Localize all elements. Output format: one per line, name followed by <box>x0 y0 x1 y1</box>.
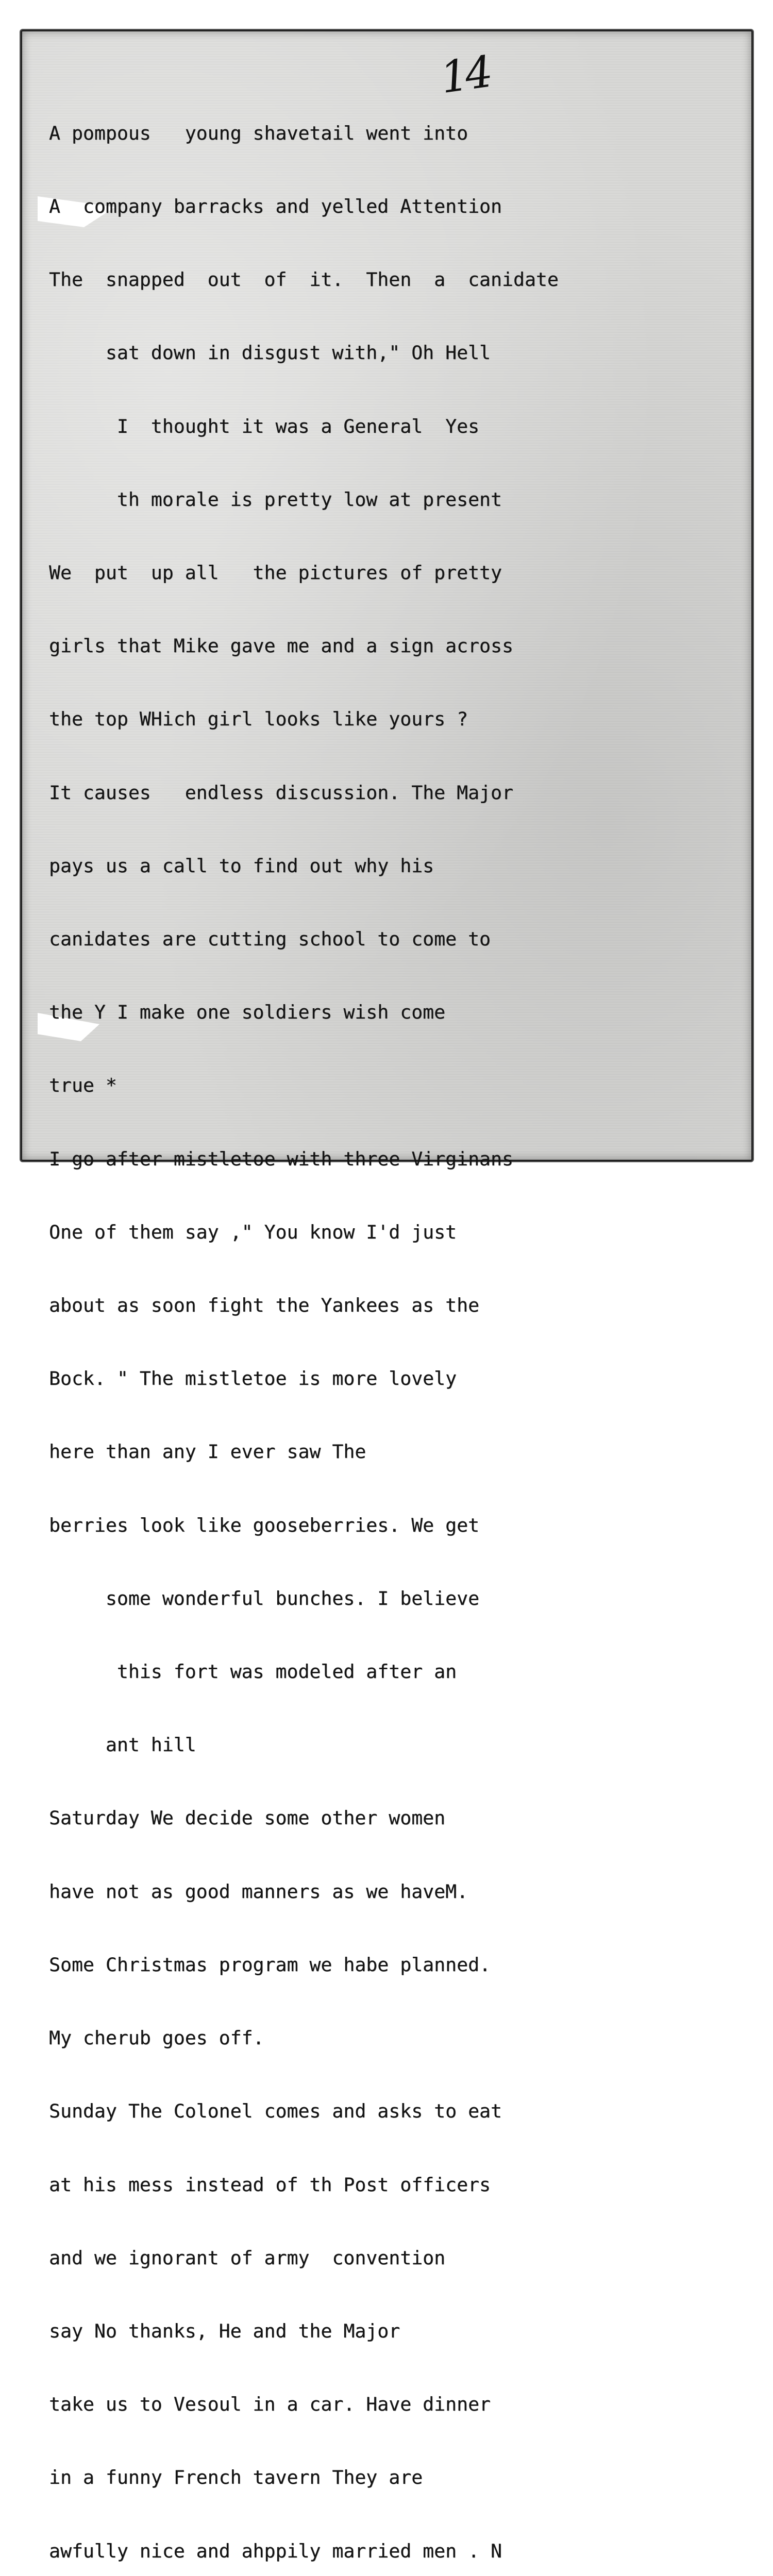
text-line: here than any I ever saw The <box>49 1440 366 1463</box>
text-line: girls that Mike gave me and a sign across <box>49 635 513 657</box>
handwritten-page-number: 14 <box>437 46 493 104</box>
text-line: some wonderful bunches. I believe <box>49 1587 480 1609</box>
text-line: ant hill <box>49 1734 196 1756</box>
typewritten-text <box>49 72 740 2576</box>
text-line: this fort was modeled after an <box>49 1660 457 1683</box>
text-line: th morale is pretty low at present <box>49 488 502 511</box>
text-line: at his mess instead of th Post officers <box>49 2173 491 2196</box>
text-line: berries look like gooseberries. We get <box>49 1514 480 1536</box>
text-line: The snapped out of it. Then a canidate <box>49 268 559 291</box>
text-line: true * <box>49 1074 117 1097</box>
text-line: the Y I make one soldiers wish come <box>49 1001 446 1024</box>
text-line: My cherub goes off. <box>49 2027 264 2049</box>
text-line: Saturday We decide some other women <box>49 1807 446 1829</box>
text-line: about as soon fight the Yankees as the <box>49 1294 480 1317</box>
text-line: say No thanks, He and the Major <box>49 2319 400 2342</box>
text-line: sat down in disgust with," Oh Hell <box>49 342 491 364</box>
text-line: A company barracks and yelled Attention <box>49 195 502 218</box>
text-line: Sunday The Colonel comes and asks to eat <box>49 2100 502 2123</box>
text-line: Bock. " The mistletoe is more lovely <box>49 1367 457 1390</box>
text-line: canidates are cutting school to come to <box>49 928 491 951</box>
text-line: I thought it was a General Yes <box>49 415 480 437</box>
text-line: have not as good manners as we haveM. <box>49 1880 468 1903</box>
text-line: awfully nice and ahppily married men . N <box>49 2539 502 2562</box>
text-line: pays us a call to find out why his <box>49 854 434 877</box>
text-line: Some Christmas program we habe planned. <box>49 1953 491 1976</box>
text-line: and we ignorant of army convention <box>49 2246 446 2269</box>
text-line: A pompous young shavetail went into <box>49 122 468 144</box>
text-line: I go after mistletoe with three Virginans <box>49 1147 513 1170</box>
text-line: in a funny French tavern They are <box>49 2466 423 2489</box>
text-line: One of them say ," You know I'd just <box>49 1221 457 1243</box>
text-line: We put up all the pictures of pretty <box>49 562 502 584</box>
text-line: the top WHich girl looks like yours ? <box>49 708 468 731</box>
text-line: It causes endless discussion. The Major <box>49 781 513 804</box>
text-line: take us to Vesoul in a car. Have dinner <box>49 2393 491 2416</box>
